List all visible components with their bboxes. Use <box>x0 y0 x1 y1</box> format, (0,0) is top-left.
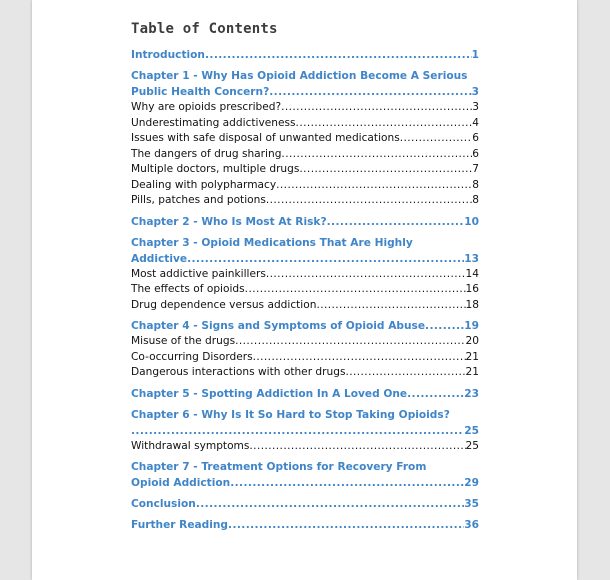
toc-chapter-entry[interactable] <box>131 68 479 100</box>
toc-page-number: 18 <box>465 298 479 311</box>
toc-entry-title: Chapter 4 - Signs and Symptoms of Opioid Abuse <box>131 320 426 332</box>
dot-leader <box>299 162 472 178</box>
dot-leader <box>196 496 464 512</box>
toc-entry-line <box>131 84 479 100</box>
toc-entry-title-line: Chapter 1 - Why Has Opioid Addiction Become A Serious <box>131 70 468 82</box>
toc-entry-title: Withdrawal symptoms <box>131 439 250 452</box>
toc-section-entry[interactable] <box>131 350 479 366</box>
dot-leader <box>425 318 464 334</box>
dot-leader <box>327 214 465 230</box>
document-page <box>32 0 577 580</box>
toc-entry-line <box>131 178 479 194</box>
toc-entry-line <box>131 365 479 381</box>
toc-entry-title: Co-occurring Disorders <box>131 350 253 363</box>
dot-leader <box>276 178 472 194</box>
toc-entry-line <box>131 100 479 116</box>
toc-entry-line <box>131 350 479 366</box>
toc-page-number: 29 <box>464 477 479 489</box>
toc-section-entry[interactable] <box>131 162 479 178</box>
dot-leader <box>235 334 465 350</box>
toc-page-number: 14 <box>465 267 479 280</box>
toc-page-number: 25 <box>465 439 479 452</box>
toc-page-number: 36 <box>464 519 479 531</box>
dot-leader <box>266 193 472 209</box>
toc-entry-line <box>131 496 479 512</box>
toc-section-entry[interactable] <box>131 439 479 455</box>
toc-entry-title: Why are opioids prescribed? <box>131 101 282 113</box>
toc-page-number: 4 <box>472 116 479 129</box>
toc-page-number: 8 <box>472 178 479 191</box>
toc-entry-title-line: Chapter 6 - Why Is It So Hard to Stop Taking Opioids? <box>131 408 450 421</box>
toc-entry-title: Underestimating addictiveness <box>131 116 296 129</box>
toc-section-entry[interactable] <box>131 298 479 314</box>
toc-page-number: 8 <box>472 194 479 206</box>
toc-entry-title: Further Reading <box>131 519 229 531</box>
toc-section-entry[interactable] <box>131 100 479 116</box>
toc-page-number: 6 <box>472 132 479 144</box>
dot-leader <box>266 267 466 283</box>
dot-leader <box>253 350 466 366</box>
toc-entry-line <box>131 475 479 491</box>
dot-leader <box>316 298 465 314</box>
toc-page-number: 19 <box>464 320 479 332</box>
toc-page-number: 16 <box>465 283 479 295</box>
toc-entry-line <box>131 116 479 132</box>
toc-entry-line <box>131 162 479 178</box>
toc-chapter-entry[interactable] <box>131 318 479 334</box>
toc-entry-title: Dealing with polypharmacy <box>131 178 277 191</box>
toc-page-number: 20 <box>465 335 479 347</box>
toc-entry-title: Issues with safe disposal of unwanted medications <box>131 132 400 144</box>
toc-entry-title: Introduction <box>131 49 205 61</box>
toc-entry-line <box>131 318 479 334</box>
toc-entry-line <box>131 267 479 283</box>
toc-page-number: 1 <box>471 49 479 61</box>
toc-entry-title: Most addictive painkillers <box>131 267 266 280</box>
toc-section-entry[interactable] <box>131 131 479 147</box>
toc-entry-line <box>131 517 479 533</box>
toc-entry-line <box>131 193 479 209</box>
toc-entry-line <box>131 147 479 163</box>
dot-leader <box>281 100 472 116</box>
toc-page-number: 23 <box>464 387 479 400</box>
dot-leader <box>187 251 464 267</box>
toc-entry-line <box>131 282 479 298</box>
toc-entry-line <box>131 251 479 267</box>
toc-list <box>131 44 479 533</box>
toc-chapter-entry[interactable] <box>131 496 479 512</box>
toc-page-number: 7 <box>472 163 479 175</box>
toc-page-number: 10 <box>464 215 479 228</box>
toc-page-number: 13 <box>464 252 479 265</box>
toc-chapter-entry[interactable] <box>131 214 479 230</box>
dot-leader <box>281 147 472 163</box>
toc-page-number: 35 <box>464 498 479 510</box>
dot-leader <box>269 84 471 100</box>
toc-entry-line <box>131 334 479 350</box>
toc-section-entry[interactable] <box>131 147 479 163</box>
toc-page-number: 3 <box>471 86 479 98</box>
toc-chapter-entry[interactable] <box>131 517 479 533</box>
toc-chapter-entry[interactable] <box>131 386 479 402</box>
toc-page-number: 25 <box>464 424 479 437</box>
toc-entry-title: Misuse of the drugs <box>131 335 236 347</box>
toc-page-number: 21 <box>465 366 479 378</box>
toc-page-number: 3 <box>472 101 479 113</box>
toc-entry-title: Multiple doctors, multiple drugs <box>131 163 300 175</box>
toc-entry-title: Drug dependence versus addiction <box>131 298 317 311</box>
toc-entry-title: Pills, patches and potions <box>131 194 266 206</box>
dot-leader <box>228 517 464 533</box>
toc-page-number: 6 <box>472 147 479 160</box>
toc-entry-title: The effects of opioids <box>131 283 245 295</box>
toc-entry-title: Conclusion <box>131 498 196 510</box>
dot-leader <box>230 475 464 491</box>
toc-entry-title: Public Health Concern? <box>131 86 270 98</box>
dot-leader <box>131 423 464 439</box>
toc-section-entry[interactable] <box>131 116 479 132</box>
toc-entry-title: Dangerous interactions with other drugs <box>131 366 346 378</box>
dot-leader <box>249 439 465 455</box>
toc-entry-title: Opioid Addiction <box>131 477 231 489</box>
toc-entry-line <box>131 131 479 147</box>
toc-entry-line <box>131 47 479 63</box>
toc-chapter-entry[interactable] <box>131 47 479 63</box>
toc-chapter-entry[interactable] <box>131 235 479 267</box>
toc-section-entry[interactable] <box>131 193 479 209</box>
toc-entry-title-line: Chapter 3 - Opioid Medications That Are Highly <box>131 236 413 249</box>
toc-entry-title: Addictive <box>131 252 188 265</box>
toc-page-number: 21 <box>465 350 479 363</box>
toc-entry-title: The dangers of drug sharing <box>131 147 282 160</box>
toc-entry-line <box>131 386 479 402</box>
toc-chapter-entry[interactable] <box>131 459 479 491</box>
toc-section-entry[interactable] <box>131 282 479 298</box>
toc-entry-line <box>131 214 479 230</box>
toc-entry-line <box>131 423 479 439</box>
toc-chapter-entry[interactable] <box>131 407 479 439</box>
dot-leader <box>296 116 473 132</box>
toc-entry-title-line: Chapter 7 - Treatment Options for Recovery From <box>131 461 427 473</box>
toc-section-entry[interactable] <box>131 267 479 283</box>
toc-entry-line <box>131 298 479 314</box>
toc-section-entry[interactable] <box>131 178 479 194</box>
toc-entry-title: Chapter 5 - Spotting Addiction In A Loved One <box>131 387 408 400</box>
toc-section-entry[interactable] <box>131 365 479 381</box>
dot-leader <box>400 131 473 147</box>
dot-leader <box>205 47 472 63</box>
toc-entry-title: Chapter 2 - Who Is Most At Risk? <box>131 215 327 228</box>
dot-leader <box>245 282 466 298</box>
dot-leader <box>345 365 465 381</box>
dot-leader <box>407 386 464 402</box>
toc-entry-line <box>131 439 479 455</box>
toc-section-entry[interactable] <box>131 334 479 350</box>
toc-title: Table of Contents <box>131 21 278 37</box>
